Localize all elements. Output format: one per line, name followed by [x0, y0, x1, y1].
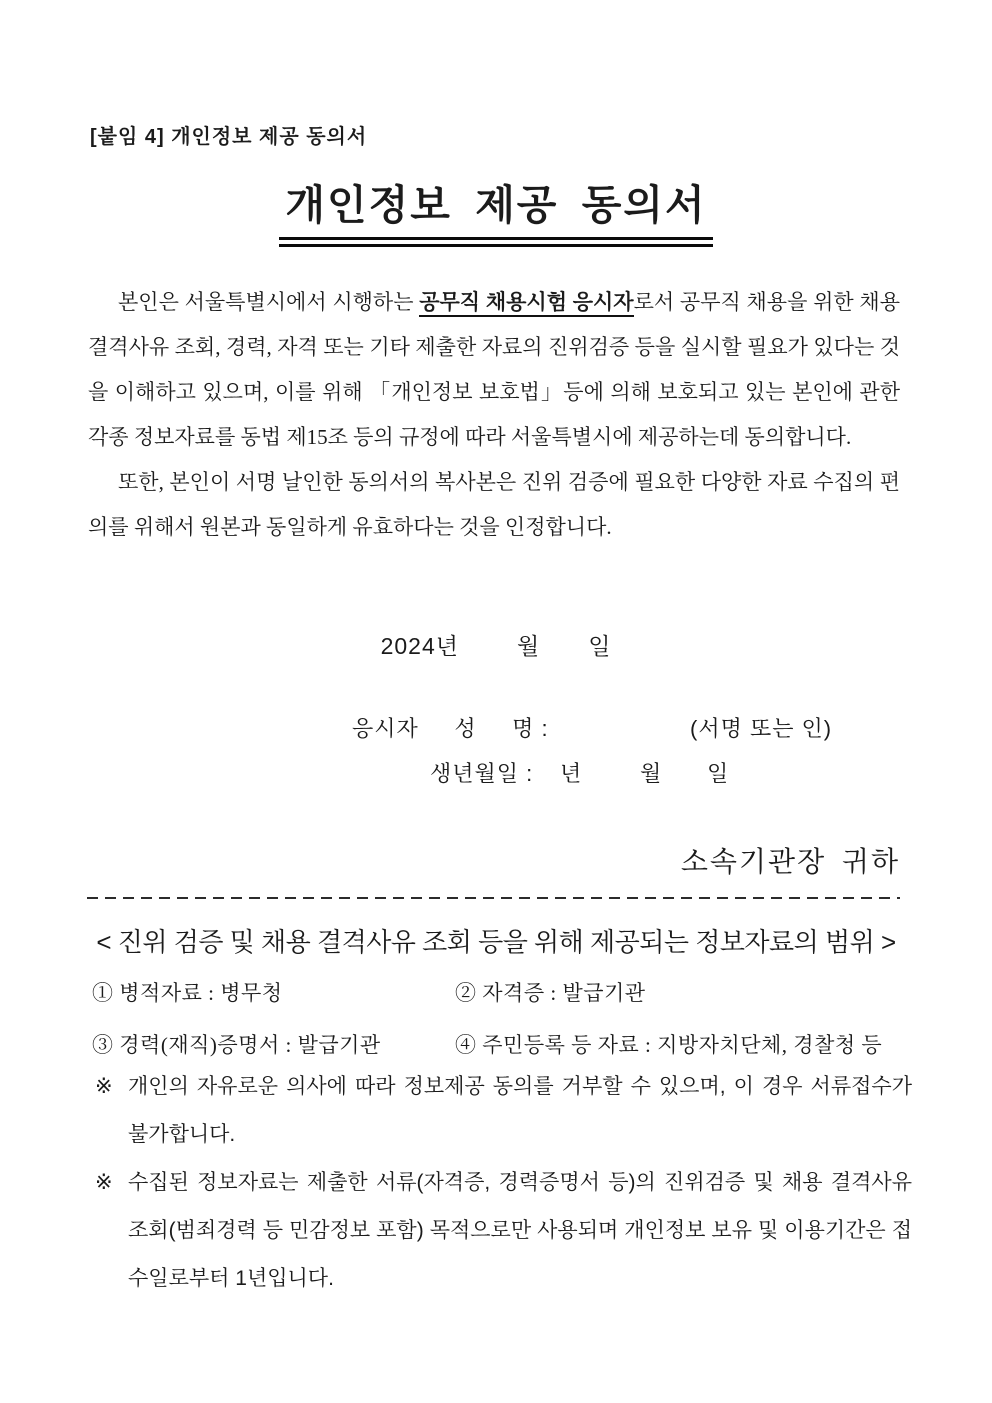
birth-day-label: 일	[707, 761, 730, 786]
signature-or-seal-note: (서명 또는 인)	[690, 716, 833, 741]
reference-mark-icon: ※	[95, 1075, 113, 1098]
paragraph-1-emphasis: 공무직 채용시험 응시자	[419, 290, 633, 317]
attachment-label: [붙임 4] 개인정보 제공 동의서	[90, 126, 368, 148]
birth-date-label: 생년월일 :	[430, 761, 534, 786]
date-day: 일	[588, 633, 612, 659]
dashed-separator	[87, 897, 900, 899]
scope-notes	[95, 1063, 912, 1303]
scope-item-1: ① 병적자료 : 병무청	[92, 981, 283, 1005]
birth-month-label: 월	[640, 761, 663, 786]
scope-item-2: ② 자격증 : 발급기관	[455, 981, 646, 1005]
paragraph-1-suffix: 로서 공무직 채용을 위한 채용결격사유 조회, 경력, 자격 또는 기타 제출한 자료의 진위검증 등을 실시할 필요가 있다는 것을 이해하고 있으며, 이를 위해 「개인정보 보호법」등에 의해 보호되고 있는 본인에 관한 각종 정보자료를 동법 제15조 등의 규정에 따라 서울특별시에 제공하는데 동의합니다.	[88, 290, 900, 449]
scope-item-4: ④ 주민등록 등 자료 : 지방자치단체, 경찰청 등	[455, 1033, 883, 1057]
page-title: 개인정보 제공 동의서	[279, 172, 712, 247]
title-wrap	[0, 172, 992, 247]
birth-date-row	[0, 757, 992, 787]
birth-year-label: 년	[560, 761, 583, 786]
scope-heading: < 진위 검증 및 채용 결격사유 조회 등을 위해 제공되는 정보자료의 범위 >	[96, 927, 896, 957]
recipient-line: 소속기관장 귀하	[680, 846, 900, 877]
scope-note-2-text: 수집된 정보자료는 제출한 서류(자격증, 경력증명서 등)의 진위검증 및 채용 결격사유 조회(범죄경력 등 민감정보 포함) 목적으로만 사용되며 개인정보 보유 및 이용기간은 접수일로부터 1년입니다.	[128, 1171, 912, 1290]
scope-note-2	[95, 1159, 912, 1303]
applicant-name-row	[0, 712, 992, 742]
consent-paragraph-1	[88, 280, 900, 460]
scope-item-3: ③ 경력(재직)증명서 : 발급기관	[92, 1033, 381, 1057]
reference-mark-icon: ※	[95, 1171, 113, 1194]
date-month: 월	[516, 633, 541, 659]
consent-body	[88, 280, 900, 550]
consent-paragraph-2: 또한, 본인이 서명 날인한 동의서의 복사본은 진위 검증에 필요한 다양한 자료 수집의 편의를 위해서 원본과 동일하게 유효하다는 것을 인정합니다.	[88, 470, 900, 539]
paragraph-1-prefix: 본인은 서울특별시에서 시행하는	[118, 290, 420, 314]
scope-items-grid	[92, 978, 904, 1060]
scope-note-1-text: 개인의 자유로운 의사에 따라 정보제공 동의를 거부할 수 있으며, 이 경우 서류접수가 불가합니다.	[128, 1075, 912, 1146]
applicant-name-label: 응시자 성 명 :	[352, 716, 549, 741]
scope-note-1	[95, 1063, 912, 1159]
date-line	[0, 628, 992, 661]
date-year: 2024년	[380, 633, 459, 659]
